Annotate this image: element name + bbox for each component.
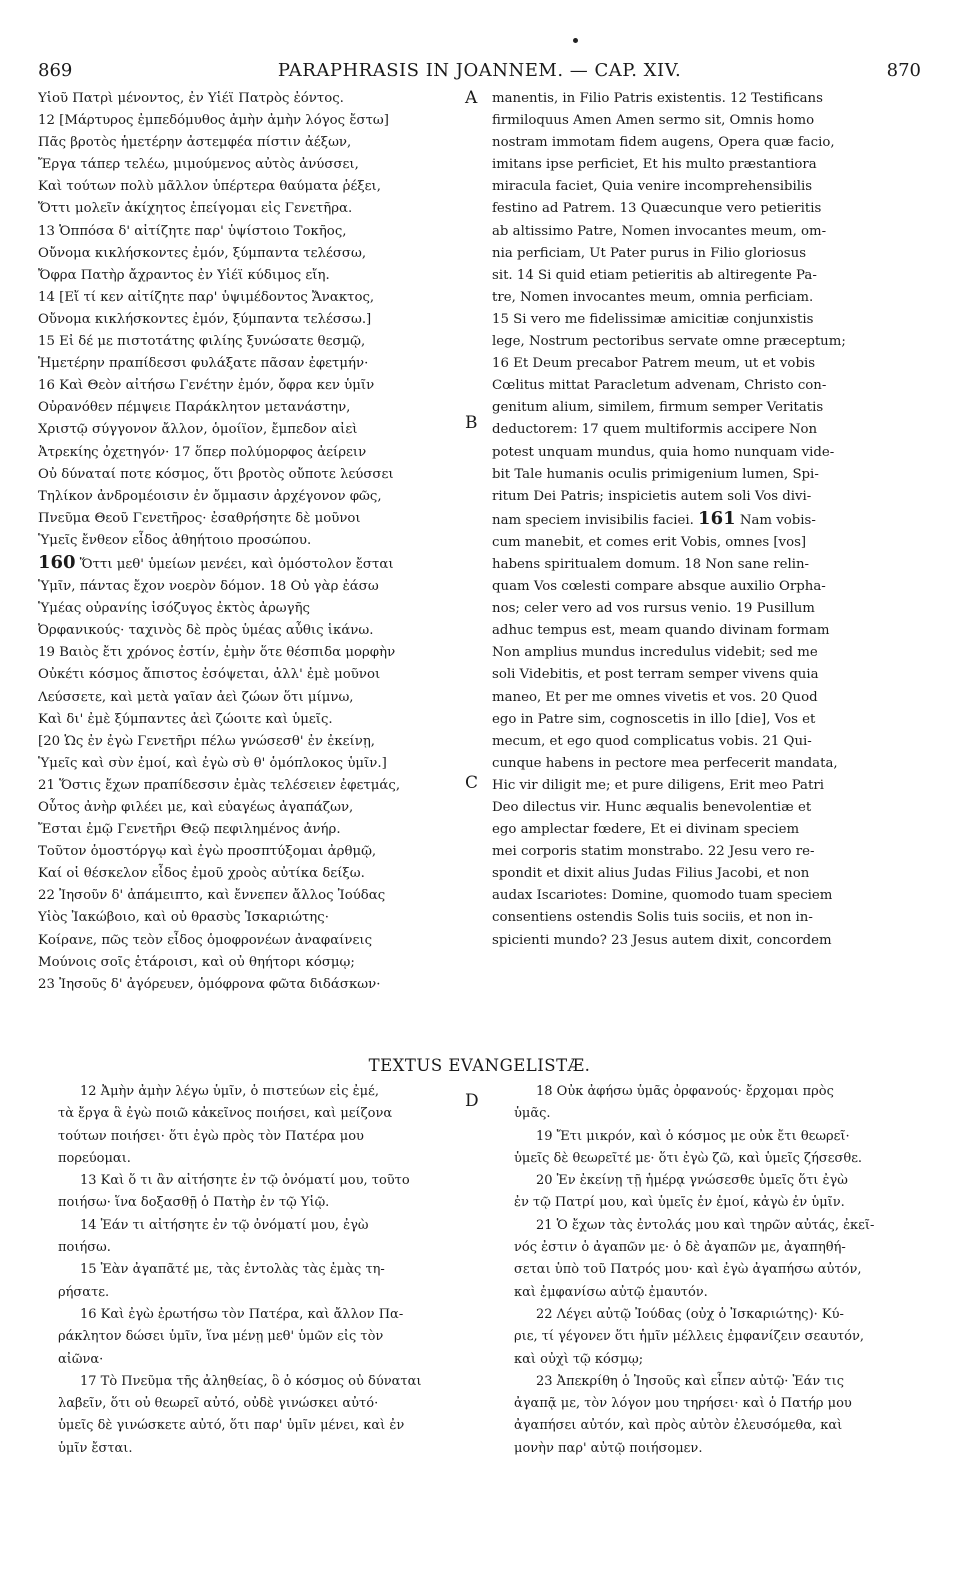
gospel-line: 17 Τὸ Πνεῦμα τῆς ἀληθείας, ὃ ὁ κόσμος οὐ δύναται bbox=[80, 1373, 422, 1389]
greek-verse-line: Πᾶς βροτὸς ἡμετέρην ἀστεμφέα πίστιν ἀέξων, bbox=[38, 135, 352, 151]
gospel-line: 12 Ἀμὴν ἀμὴν λέγω ὑμῖν, ὁ πιστεύων εἰς ἐμέ, bbox=[80, 1084, 379, 1099]
gospel-line: 13 Καὶ ὅ τι ἂν αἰτήσητε ἐν τῷ ὀνόματί μου, τοῦτο bbox=[80, 1173, 410, 1189]
page-number-right: 870 bbox=[886, 60, 921, 81]
greek-verse-line: 15 Εἰ δέ με πιστοτάτης φιλίης ξυνώσατε θεσμῷ, bbox=[38, 334, 366, 350]
latin-line: maneo, Et per me omnes vivetis et vos. 20 Quod bbox=[492, 689, 818, 705]
greek-paraphrase-column bbox=[38, 88, 458, 996]
latin-line: festino ad Patrem. 13 Quæcunque vero petieritis bbox=[492, 201, 822, 217]
gospel-line: τὰ ἔργα ἃ ἐγὼ ποιῶ κἀκεῖνος ποιήσει, καὶ μείζονα bbox=[58, 1106, 393, 1122]
greek-verse-line: Ἔσται ἐμῷ Γενετῆρι Θεῷ πεφιλημένος ἀνήρ. bbox=[38, 822, 341, 838]
latin-line: ego in Patre sim, cognoscetis in illo [die], Vos et bbox=[492, 711, 816, 727]
greek-verse-line: Οὗτος ἀνὴρ φιλέει με, καὶ εὐαγέως ἀγαπάζων, bbox=[38, 800, 354, 815]
printer-dot bbox=[573, 38, 578, 43]
latin-line: imitans ipse perficiet, Et his multo præstantiora bbox=[492, 157, 817, 173]
latin-line: lege, Nostrum pectoribus servate omne præceptum; bbox=[492, 334, 846, 350]
gospel-line: 14 Ἐάν τι αἰτήσητε ἐν τῷ ὀνόματί μου, ἐγὼ bbox=[80, 1217, 369, 1233]
gospel-line: ποιήσω· ἵνα δοξασθῇ ὁ Πατὴρ ἐν τῷ Υἱῷ. bbox=[58, 1195, 330, 1211]
greek-verse-line: Ὑμεῖς καὶ σὺν ἐμοί, καὶ ἐγὼ σὺ θ' ὁμόπλοκος ὑμῖν.] bbox=[38, 755, 387, 771]
greek-verse-line: Χριστῷ σύγγονον ἄλλον, ὁμοίϊον, ἔμπεδον αἰεὶ bbox=[38, 422, 358, 438]
gospel-line: ποιήσω. bbox=[58, 1240, 111, 1256]
gospel-line: τούτων ποιήσει· ὅτι ἐγὼ πρὸς τὸν Πατέρα μου bbox=[58, 1128, 364, 1144]
latin-line: 16 Et Deum precabor Patrem meum, ut et vobis bbox=[492, 356, 816, 372]
latin-line: spicienti mundo? 23 Jesus autem dixit, concordem bbox=[492, 932, 832, 948]
greek-verse-line: Οὔνομα κικλήσκοντες ἐμόν, ξύμπαντα τελέσσω.] bbox=[38, 311, 372, 327]
latin-line: sit. 14 Si quid etiam petieritis ab altiregente Pa- bbox=[492, 267, 817, 283]
latin-line: manentis, in Filio Patris existentis. 12 Testificans bbox=[492, 91, 823, 106]
margin-letter-b: B bbox=[465, 413, 478, 433]
greek-verse-line: 19 Βαιὸς ἔτι χρόνος ἐστίν, ἐμὴν ὅτε θέσπιδα μορφὴν bbox=[38, 645, 396, 661]
greek-verse-line: Ὅττι μολεῖν ἀκίχητος ἐπείγομαι εἰς Γενετῆρα. bbox=[38, 201, 353, 217]
latin-line: Non amplius mundus incredulus videbit; sed me bbox=[492, 645, 818, 661]
gospel-line: ἀγαπήσει αὐτόν, καὶ πρὸς αὐτὸν ἐλευσόμεθα, καὶ bbox=[514, 1418, 843, 1434]
gospel-line: ὑμεῖς δὲ θεωρεῖτέ με· ὅτι ἐγὼ ζῶ, καὶ ὑμεῖς ζήσεσθε. bbox=[514, 1150, 863, 1166]
greek-verse-line: Τηλίκον ἀνδρομέοισιν ἐν ὄμμασιν ἀρχέγονον φῶς, bbox=[38, 488, 382, 504]
greek-verse-line: Καί οἱ θέσκελον εἶδος ἐμοῦ χροὸς αὐτίκα δείξω. bbox=[38, 866, 365, 882]
greek-verse-line: 23 Ἰησοῦς δ' ἀγόρευεν, ὁμόφρονα φῶτα διδάσκων· bbox=[38, 976, 381, 992]
greek-verse-line: Τοῦτον ὁμοστόργῳ καὶ ἐγὼ προσπτύξομαι ἀρθμῷ, bbox=[38, 844, 377, 860]
gospel-line: ἐν τῷ Πατρί μου, καὶ ὑμεῖς ἐν ἐμοί, κἀγὼ ἐν ὑμῖν. bbox=[514, 1195, 845, 1211]
gospel-line: 20 Ἐν ἐκείνῃ τῇ ἡμέρᾳ γνώσεσθε ὑμεῖς ὅτι ἐγὼ bbox=[536, 1173, 848, 1189]
page-number-left: 869 bbox=[38, 60, 73, 81]
greek-verse-line: 14 [Εἴ τί κεν αἰτίζητε παρ' ὑψιμέδοντος Ἄνακτος, bbox=[38, 289, 375, 305]
greek-verse-line: Ἔργα τάπερ τελέω, μιμούμενος αὐτὸς ἀνύσσει, bbox=[38, 157, 359, 173]
greek-verse-line: Οὐρανόθεν πέμψειε Παράκλητον μετανάστην, bbox=[38, 400, 351, 416]
greek-verse-line: 21 Ὅστις ἔχων πραπίδεσσιν ἐμὰς τελέσειεν ἐφετμάς, bbox=[38, 777, 401, 793]
latin-line: Deo dilectus vir. Hunc æqualis benevolentiæ et bbox=[492, 800, 812, 815]
latin-line: tre, Nomen invocantes meum, omnia perficiam. bbox=[492, 289, 814, 305]
greek-verse-line: 16 Καὶ Θεὸν αἰτήσω Γενέτην ἐμόν, ὄφρα κεν ὑμῖν bbox=[38, 378, 375, 394]
gospel-text-left-column bbox=[58, 1081, 468, 1460]
greek-verse-line: Ἀτρεκίης ὀχετηγόν· 17 ὅπερ πολύμορφος ἀείρειν bbox=[38, 444, 367, 460]
gospel-line: ὑμεῖς δὲ γινώσκετε αὐτό, ὅτι παρ' ὑμῖν μένει, καὶ ἐν bbox=[58, 1418, 405, 1434]
latin-line: miracula faciet, Quia venire incomprehensibilis bbox=[492, 179, 813, 195]
greek-verse-line: Ὑμεῖς ἔνθεον εἶδος ἀθηήτοιο προσώπου. bbox=[38, 532, 312, 548]
greek-verse-line: Οὔνομα κικλήσκοντες ἐμόν, ξύμπαντα τελέσσω, bbox=[38, 245, 367, 261]
latin-line: deductorem: 17 quem multiformis accipere Non bbox=[492, 422, 818, 438]
gospel-line: 18 Οὐκ ἀφήσω ὑμᾶς ὀρφανούς· ἔρχομαι πρὸς bbox=[536, 1084, 834, 1099]
gospel-line: νός ἐστιν ὁ ἀγαπῶν με· ὁ δὲ ἀγαπῶν με, ἀγαπηθή- bbox=[514, 1240, 846, 1256]
greek-verse-line: 12 [Μάρτυρος ἐμπεδόμυθος ἀμὴν ἀμὴν λόγος ἔστω] bbox=[38, 113, 389, 129]
gospel-line: 23 Ἀπεκρίθη ὁ Ἰησοῦς καὶ εἶπεν αὐτῷ· Ἐάν τις bbox=[536, 1373, 844, 1389]
greek-verse-line: 22 Ἰησοῦν δ' ἀπάμειπτο, καὶ ἔννεπεν ἄλλος Ἰούδας bbox=[38, 888, 386, 904]
gospel-line: 22 Λέγει αὐτῷ Ἰούδας (οὐχ ὁ Ἰσκαριώτης)· Κύ- bbox=[536, 1306, 844, 1322]
gospel-line: ὑμῖν ἔσται. bbox=[58, 1440, 133, 1456]
greek-verse-line: Οὐ δύναταί ποτε κόσμος, ὅτι βροτὸς οὔποτε λεύσσει bbox=[38, 466, 394, 482]
greek-verse-line: Υἱὸς Ἰακώβοιο, καὶ οὐ θρασὺς Ἰσκαριώτης· bbox=[38, 910, 329, 926]
greek-verse-line: Ὑμέας οὐρανίης ἰσόζυγος ἐκτὸς ἀρωγῆς bbox=[38, 601, 311, 617]
gospel-text-right-column bbox=[514, 1081, 932, 1460]
gospel-line: 15 Ἐὰν ἀγαπᾶτέ με, τὰς ἐντολὰς τὰς ἐμὰς τη- bbox=[80, 1262, 385, 1278]
latin-translation-column bbox=[492, 88, 932, 952]
running-header bbox=[38, 60, 921, 86]
latin-line: adhuc tempus est, meam quando divinam formam bbox=[492, 623, 830, 639]
latin-line: Hic vir diligit me; et pure diligens, Erit meo Patri bbox=[492, 777, 824, 793]
latin-line: consentiens ostendis Solis tuis sociis, et non in- bbox=[492, 910, 813, 926]
greek-verse-line: Ὀρφανικούς· ταχινὸς δὲ πρὸς ὑμέας αὖθις ἱκάνω. bbox=[38, 623, 374, 639]
gospel-line: λαβεῖν, ὅτι οὐ θεωρεῖ αὐτό, οὐδὲ γινώσκει αὐτό· bbox=[58, 1396, 379, 1412]
greek-verse-line: Οὐκέτι κόσμος ἄπιστος ἐσόψεται, ἀλλ' ἐμὲ μοῦνοι bbox=[38, 667, 381, 683]
latin-line: bit Tale humanis oculis primigenium lumen, Spi- bbox=[492, 466, 819, 482]
latin-line: cunque habens in pectore mea perfecerit mandata, bbox=[492, 755, 838, 771]
gospel-line: 16 Καὶ ἐγὼ ἐρωτήσω τὸν Πατέρα, καὶ ἄλλον Πα- bbox=[80, 1306, 404, 1322]
latin-line: quam Vos cœlesti compare absque auxilio Orpha- bbox=[492, 579, 826, 595]
margin-letter-d: D bbox=[465, 1091, 479, 1111]
gospel-line: ριε, τί γέγονεν ὅτι ἡμῖν μέλλεις ἐμφανίζειν σεαυτόν, bbox=[514, 1329, 865, 1345]
gospel-line: ρήσατε. bbox=[58, 1284, 110, 1300]
margin-letter-c: C bbox=[465, 773, 479, 793]
greek-verse-line: Καὶ δι' ἐμὲ ξύμπαντες ἀεὶ ζώοιτε καὶ ὑμεῖς. bbox=[38, 711, 333, 727]
latin-line: cum manebit, et comes erit Vobis, omnes [vos] bbox=[492, 534, 807, 550]
gospel-line: καὶ ἐμφανίσω αὐτῷ ἐμαυτόν. bbox=[514, 1284, 708, 1300]
latin-line: Cœlitus mittat Paracletum advenam, Christo con- bbox=[492, 378, 827, 394]
gospel-line: καὶ οὐχὶ τῷ κόσμῳ; bbox=[514, 1351, 644, 1367]
section-title: TEXTUS EVANGELISTÆ. bbox=[368, 1056, 591, 1075]
greek-verse-line: Καὶ τούτων πολὺ μᾶλλον ὑπέρτερα θαύματα ῥέξει, bbox=[38, 179, 381, 195]
greek-verse-line: 13 Ὁππόσα δ' αἰτίζητε παρ' ὑψίστοιο Τοκῆος, bbox=[38, 223, 347, 239]
latin-line: soli Videbitis, et post terram semper vivens quia bbox=[492, 667, 819, 683]
gospel-line: αἰῶνα· bbox=[58, 1351, 104, 1367]
gospel-line: 21 Ὁ ἔχων τὰς ἐντολάς μου καὶ τηρῶν αὐτάς, ἐκεῖ- bbox=[536, 1217, 875, 1233]
greek-verse-line: Πνεῦμα Θεοῦ Γενετῆρος· ἐσαθρήσητε δὲ μοῦνοι bbox=[38, 510, 361, 526]
latin-line: nos; celer vero ad vos rursus venio. 19 Pusillum bbox=[492, 601, 815, 617]
greek-verse-line: Λεύσσετε, καὶ μετὰ γαῖαν ἀεὶ ζώων ὅτι μίμνω, bbox=[38, 689, 354, 705]
latin-line: habens spiritualem domum. 18 Non sane relin- bbox=[492, 556, 810, 572]
latin-line: spondit et dixit alius Judas Filius Jacobi, et non bbox=[492, 866, 810, 882]
greek-verse-line: Ἡμετέρην πραπίδεσσι φυλάξατε πᾶσαν ἐφετμήν· bbox=[38, 356, 369, 372]
latin-line: genitum alium, similem, firmum semper Veritatis bbox=[492, 400, 824, 416]
latin-line: ego amplectar fœdere, Et ei divinam speciem bbox=[492, 822, 800, 838]
latin-line: ritum Dei Patris; inspicietis autem soli Vos divi- bbox=[492, 488, 812, 504]
greek-verse-line: Κοίρανε, πῶς τεὸν εἶδος ὁμοφρονέων ἀναφαίνεις bbox=[38, 932, 373, 948]
gospel-line: σεται ὑπὸ τοῦ Πατρός μου· καὶ ἐγὼ ἀγαπήσω αὐτόν, bbox=[514, 1262, 862, 1278]
latin-line: ab altissimo Patre, Nomen invocantes meum, om- bbox=[492, 223, 827, 239]
latin-line: mei corporis statim monstrabo. 22 Jesu vero re- bbox=[492, 844, 815, 860]
gospel-line: ράκλητον δώσει ὑμῖν, ἵνα μένῃ μεθ' ὑμῶν εἰς τὸν bbox=[58, 1329, 384, 1345]
gospel-line: ὑμᾶς. bbox=[514, 1106, 551, 1122]
gospel-line: ἀγαπᾷ με, τὸν λόγον μου τηρήσει· καὶ ὁ Πατήρ μου bbox=[514, 1396, 852, 1412]
latin-line: mecum, et ego quod complicatus vobis. 21 Qui- bbox=[492, 733, 812, 749]
greek-verse-line: 160 Ὅττι μεθ' ὑμείων μενέει, καὶ ὁμόστολον ἔσται bbox=[38, 551, 394, 573]
latin-line: 15 Si vero me fidelissimæ amicitiæ conjunxistis bbox=[492, 311, 814, 327]
gospel-line: 19 Ἔτι μικρόν, καὶ ὁ κόσμος με οὐκ ἔτι θεωρεῖ· bbox=[536, 1128, 850, 1144]
gospel-line: μονὴν παρ' αὐτῷ ποιήσομεν. bbox=[514, 1440, 703, 1456]
latin-line: potest unquam mundus, quia homo nunquam vide- bbox=[492, 444, 835, 460]
greek-verse-line: Μούνοις σοῖς ἑτάροισι, καὶ οὐ θηήτορι κόσμῳ; bbox=[38, 954, 355, 970]
latin-line: nia perficiam, Ut Pater purus in Filio gloriosus bbox=[492, 245, 807, 261]
greek-verse-line: Ὄφρα Πατὴρ ἄχραντος ἐν Υἱέϊ κύδιμος εἴη. bbox=[38, 267, 330, 283]
greek-verse-line: Ὑμῖν, πάντας ἔχον νοερὸν δόμον. 18 Οὐ γὰρ ἐάσω bbox=[38, 579, 379, 595]
greek-verse-line: [20 Ὡς ἐν ἐγὼ Γενετῆρι πέλω γνώσεσθ' ἐν ἐκείνῃ, bbox=[38, 733, 376, 749]
margin-letter-a: A bbox=[465, 88, 478, 108]
greek-verse-line: Υἱοῦ Πατρὶ μένοντος, ἐν Υἱέϊ Πατρὸς ἐόντος. bbox=[38, 91, 344, 106]
gospel-line: πορεύομαι. bbox=[58, 1150, 131, 1166]
latin-line: nam speciem invisibilis faciei. 161 Nam vobis- bbox=[492, 507, 816, 529]
latin-line: nostram immotam fidem augens, Opera quæ facio, bbox=[492, 135, 835, 151]
latin-line: audax Iscariotes: Domine, quomodo tuam speciem bbox=[492, 888, 833, 904]
running-head: PARAPHRASIS IN JOANNEM. — CAP. XIV. bbox=[277, 60, 682, 81]
latin-line: firmiloquus Amen Amen sermo sit, Omnis homo bbox=[492, 113, 815, 129]
